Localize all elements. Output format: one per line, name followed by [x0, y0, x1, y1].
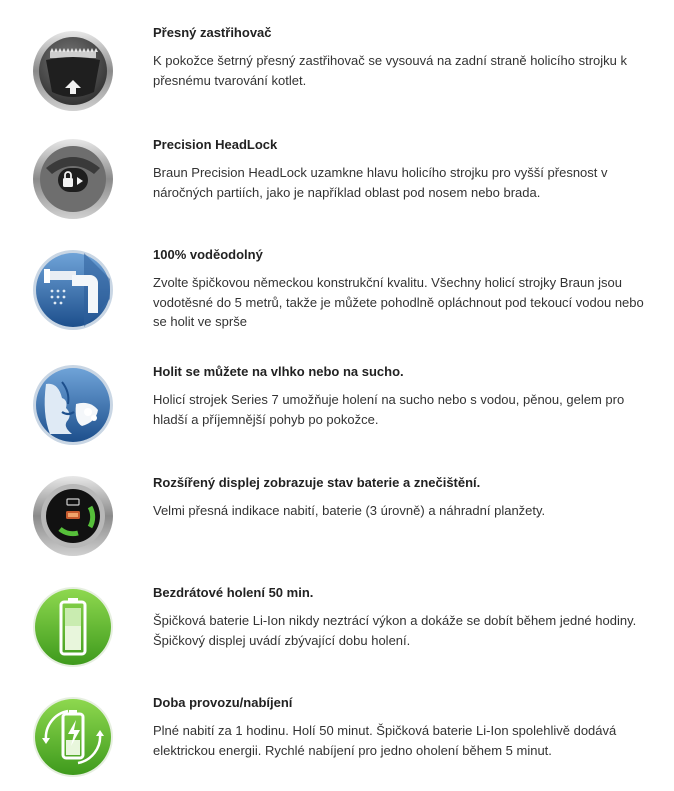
feature-title: Holit se můžete na vlhko nebo na sucho.	[153, 364, 404, 379]
headlock-icon	[32, 138, 114, 220]
feature-title: Precision HeadLock	[153, 137, 278, 152]
feature-title: 100% voděodolný	[153, 247, 263, 262]
feature-description: K pokožce šetrný přesný zastřihovač se vysouvá na zadní straně holicího strojku k přesnému tvarování kotlet.	[153, 53, 628, 88]
feature-title: Bezdrátové holení 50 min.	[153, 585, 314, 600]
display-icon	[32, 475, 114, 557]
feature-description: Špičková baterie Li-Ion nikdy neztrácí výkon a dokáže se dobít během jedné hodiny. Špičkový displej uvádí zbývající dobu holení.	[153, 613, 637, 648]
feature-title: Doba provozu/nabíjení	[153, 695, 293, 710]
feature-description: Plné nabití za 1 hodinu. Holí 50 minut. Špičková baterie Li-Ion spolehlivě dodává elektrickou energii. Rychlé nabíjení pro jedno oholení během 5 minut.	[153, 723, 617, 758]
feature-title: Rozšířený displej zobrazuje stav baterie a znečištění.	[153, 475, 481, 490]
feature-description: Holicí strojek Series 7 umožňuje holení na sucho nebo s vodou, pěnou, gelem pro hladší a příjemnější pohyb po pokožce.	[153, 392, 625, 427]
battery-icon	[32, 586, 114, 668]
feature-title: Přesný zastřihovač	[153, 25, 272, 40]
feature-description: Velmi přesná indikace nabití, baterie (3 úrovně) a náhradní planžety.	[153, 503, 546, 518]
water-tap-icon	[32, 249, 114, 331]
charging-cycle-icon	[32, 696, 114, 778]
feature-description: Zvolte špičkovou německou konstrukční kvalitu. Všechny holicí strojky Braun jsou vodotěsné do 5 metrů, takže je můžete pohodlně opláchnout pod tekoucí vodou nebo se holit ve sprše	[153, 275, 644, 329]
feature-description: Braun Precision HeadLock uzamkne hlavu holicího strojku pro vyšší přesnost v náročných partiích, jako je například oblast pod nosem nebo brada.	[153, 165, 608, 200]
trimmer-icon	[32, 30, 114, 112]
wet-dry-face-icon	[32, 364, 114, 446]
